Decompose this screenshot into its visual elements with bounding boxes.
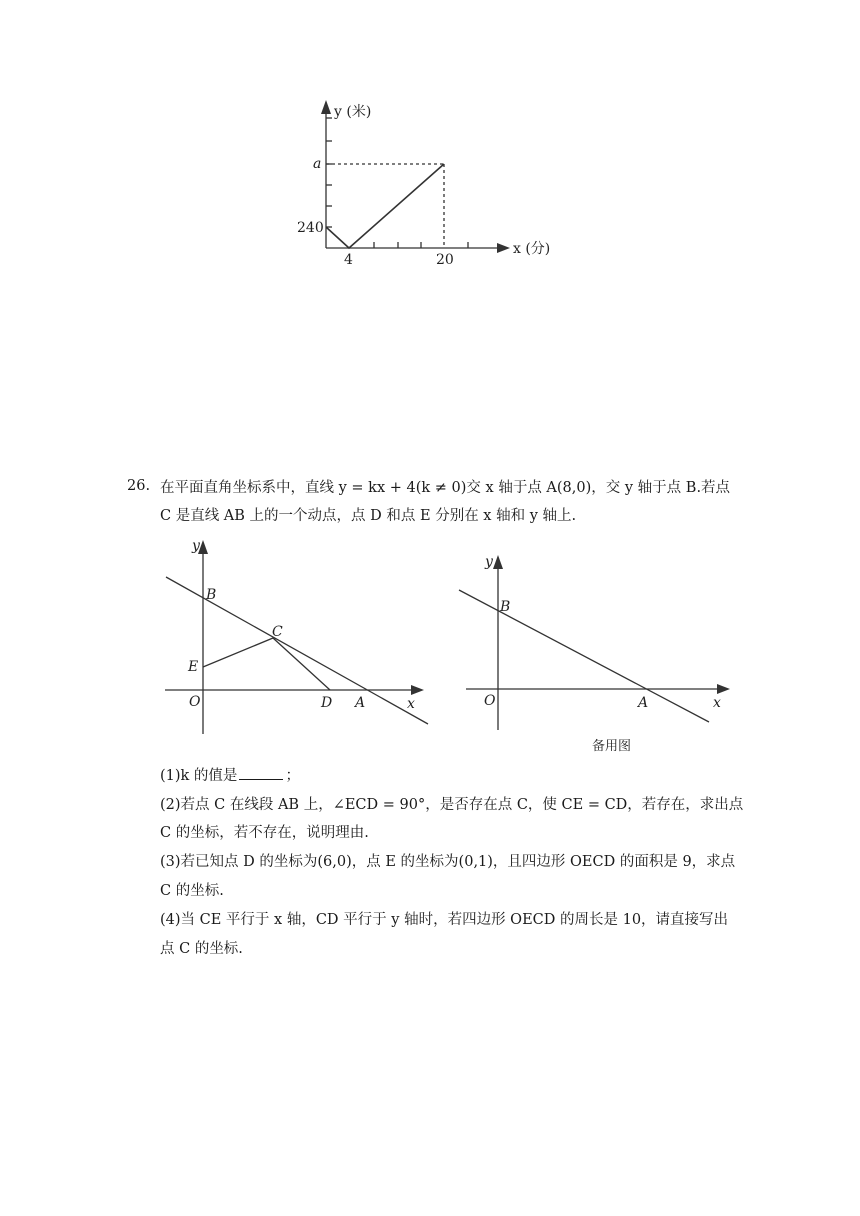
distance-polyline — [326, 164, 444, 248]
segment-EC — [203, 638, 273, 667]
right-label-A: A — [638, 695, 649, 711]
right-label-B: B — [500, 599, 511, 615]
left-x-arrow — [411, 685, 424, 695]
top-tick-4: 4 — [344, 252, 353, 268]
left-label-O: O — [189, 694, 201, 710]
left-label-A: A — [355, 695, 366, 711]
question-number: 26. — [127, 478, 151, 494]
question-line-2: C 是直线 AB 上的一个动点，点 D 和点 E 分别在 x 轴和 y 轴上. — [160, 508, 577, 524]
sub-question-2-line-2: C 的坐标，若不存在，说明理由. — [160, 825, 369, 841]
question-line-1: 在平面直角坐标系中，直线 y = kx + 4(k ≠ 0)交 x 轴于点 A(8,0)，交 y 轴于点 B.若点 — [160, 480, 731, 496]
top-tick-a: a — [313, 156, 322, 172]
answer-blank[interactable] — [239, 767, 283, 780]
right-line-AB — [459, 590, 709, 722]
top-x-arrow — [497, 243, 510, 253]
top-tick-240: 240 — [297, 220, 324, 236]
top-y-arrow — [321, 100, 331, 114]
right-y-arrow — [493, 555, 503, 569]
right-label-y: y — [485, 554, 493, 570]
sub-question-2-line-1: (2)若点 C 在线段 AB 上，∠ECD = 90°，是否存在点 C，使 CE = CD，若存在，求出点 — [160, 797, 744, 813]
top-x-label: x (分) — [513, 241, 551, 257]
left-label-D: D — [321, 695, 333, 711]
sub-question-1 — [160, 766, 300, 786]
right-x-arrow — [717, 684, 730, 694]
sub-question-4-line-1: (4)当 CE 平行于 x 轴，CD 平行于 y 轴时，若四边形 OECD 的周长是 10，请直接写出 — [160, 912, 729, 928]
sub-question-3-line-2: C 的坐标. — [160, 883, 224, 899]
sub-question-1-text: (1)k 的值是 — [160, 768, 238, 784]
left-label-y: y — [192, 538, 200, 554]
top-tick-20: 20 — [436, 252, 454, 268]
right-figure — [459, 555, 730, 730]
left-label-C: C — [272, 624, 283, 640]
left-label-x: x — [407, 696, 415, 712]
top-graph — [321, 100, 510, 253]
sub-question-4-line-2: 点 C 的坐标. — [160, 941, 243, 957]
left-label-B: B — [206, 587, 217, 603]
right-label-O: O — [484, 693, 496, 709]
right-caption: 备用图 — [592, 739, 632, 754]
top-y-label: y (米) — [334, 104, 372, 120]
sub-question-1-end: ； — [285, 768, 300, 784]
right-label-x: x — [713, 695, 721, 711]
left-label-E: E — [188, 659, 199, 675]
sub-question-3-line-1: (3)若已知点 D 的坐标为(6,0)，点 E 的坐标为(0,1)，且四边形 OECD 的面积是 9，求点 — [160, 854, 736, 870]
left-figure — [165, 540, 428, 734]
